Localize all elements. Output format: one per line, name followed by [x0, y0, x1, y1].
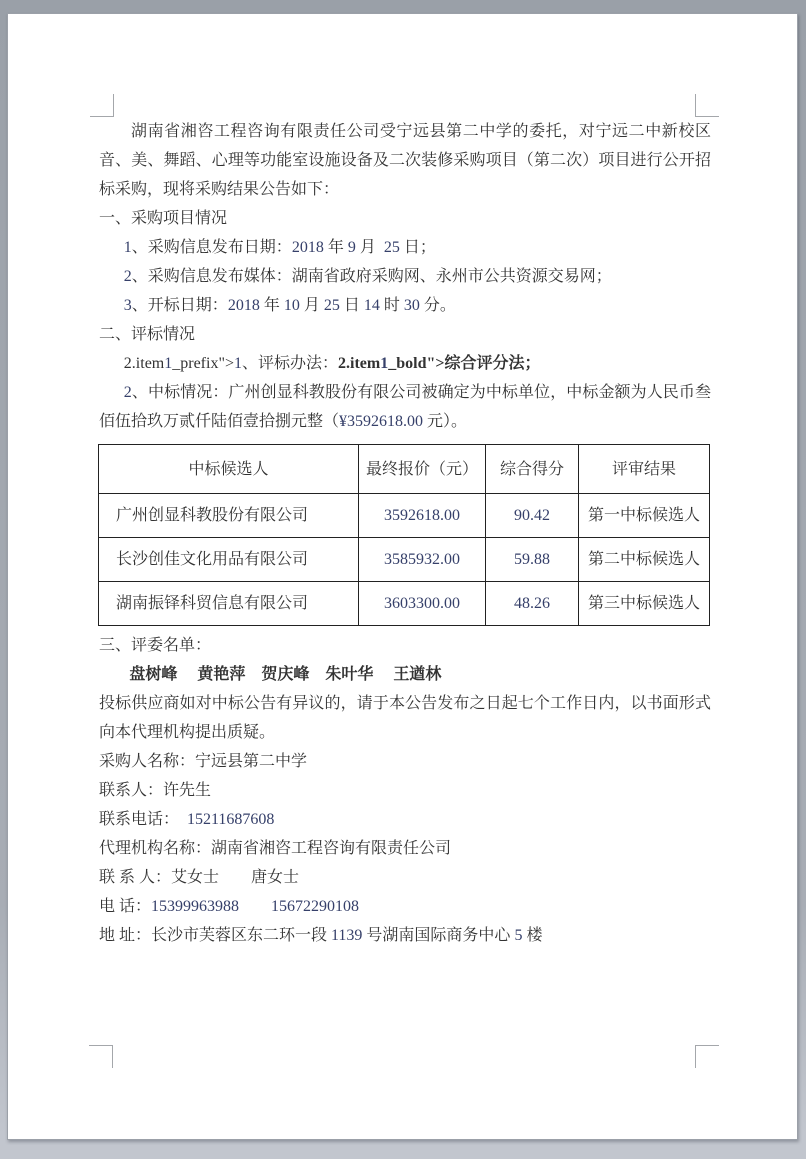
table-row [99, 582, 710, 626]
section2-item-award: 2、中标情况：广州创显科教股份有限公司被确定为中标单位，中标金额为人民币叁佰伍拾玖万贰仟陆佰壹拾捌元整（¥3592618.00 元）。 [99, 384, 711, 430]
cell-price: 3585932.00 [359, 538, 486, 582]
document-body [99, 117, 711, 950]
cell-score: 59.88 [486, 538, 579, 582]
section2-heading: 二、评标情况 [99, 326, 196, 343]
cell-candidate: 广州创显科教股份有限公司 [99, 494, 359, 538]
column-header-price: 最终报价（元） [359, 445, 486, 494]
column-header-candidate: 中标候选人 [99, 445, 359, 494]
crop-mark-bottom-left [89, 1045, 113, 1068]
cell-score: 90.42 [486, 494, 579, 538]
cell-result: 第一中标候选人 [579, 494, 710, 538]
table-row [99, 494, 710, 538]
purchaser-name-line: 采购人名称：宁远县第二中学 [99, 753, 308, 770]
section3-heading: 三、评委名单： [99, 637, 212, 654]
section1-heading: 一、采购项目情况 [99, 210, 228, 227]
jury-names [99, 660, 711, 689]
intro-paragraph: 湖南省湘咨工程咨询有限责任公司受宁远县第二中学的委托，对宁远二中新校区音、美、舞蹈、心理等功能室设施设备及二次装修采购项目（第二次）项目进行公开招标采购，现将采购结果公告如下： [99, 123, 711, 198]
cell-candidate: 湖南振铎科贸信息有限公司 [99, 582, 359, 626]
cell-price: 3603300.00 [359, 582, 486, 626]
objection-paragraph: 投标供应商如对中标公告有异议的，请于本公告发布之日起七个工作日内，以书面形式向本代理机构提出质疑。 [99, 695, 711, 741]
method-label: 2. [123, 355, 136, 372]
cell-price: 3592618.00 [359, 494, 486, 538]
agency-name-line: 代理机构名称：湖南省湘咨工程咨询有限责任公司 [99, 840, 452, 857]
cell-result: 第二中标候选人 [579, 538, 710, 582]
crop-mark-bottom-right [695, 1045, 719, 1068]
agency-phone-line: 电 话：15399963988 15672290108 [99, 898, 360, 915]
column-header-result: 评审结果 [579, 445, 710, 494]
section2-item-method: 2.item1_prefix">1、评标办法：2.item1_bold">综合评分法； [123, 355, 541, 372]
method-value: 2.item1_bold">综合评分法； [338, 355, 541, 372]
document-page [7, 13, 798, 1140]
section1-item-open-date: 3、开标日期：2018 年 10 月 25 日 14 时 30 分。 [123, 297, 456, 314]
crop-mark-top-right [695, 94, 719, 117]
table-header-row [99, 445, 710, 494]
agency-contact-line: 联 系 人：艾女士 唐女士 [99, 869, 300, 886]
column-header-score: 综合得分 [486, 445, 579, 494]
purchaser-phone-line: 联系电话： 15211687608 [99, 811, 275, 828]
cell-candidate: 长沙创佳文化用品有限公司 [99, 538, 359, 582]
purchaser-contact-line: 联系人：许先生 [99, 782, 212, 799]
section1-item-publish-media: 2、采购信息发布媒体：湖南省政府采购网、永州市公共资源交易网； [123, 268, 612, 285]
cell-result: 第三中标候选人 [579, 582, 710, 626]
table-row [99, 538, 710, 582]
jury-names-text: 盘树峰 黄艳萍 贺庆峰 朱叶华 王遒林 [129, 666, 442, 683]
agency-address-line: 地 址：长沙市芙蓉区东二环一段 1139 号湖南国际商务中心 5 楼 [99, 927, 543, 944]
bid-candidates-table [98, 444, 710, 626]
section1-item-publish-date: 1、采购信息发布日期：2018 年 9 月 25 日； [123, 239, 436, 256]
crop-mark-top-left [90, 94, 114, 117]
cell-score: 48.26 [486, 582, 579, 626]
